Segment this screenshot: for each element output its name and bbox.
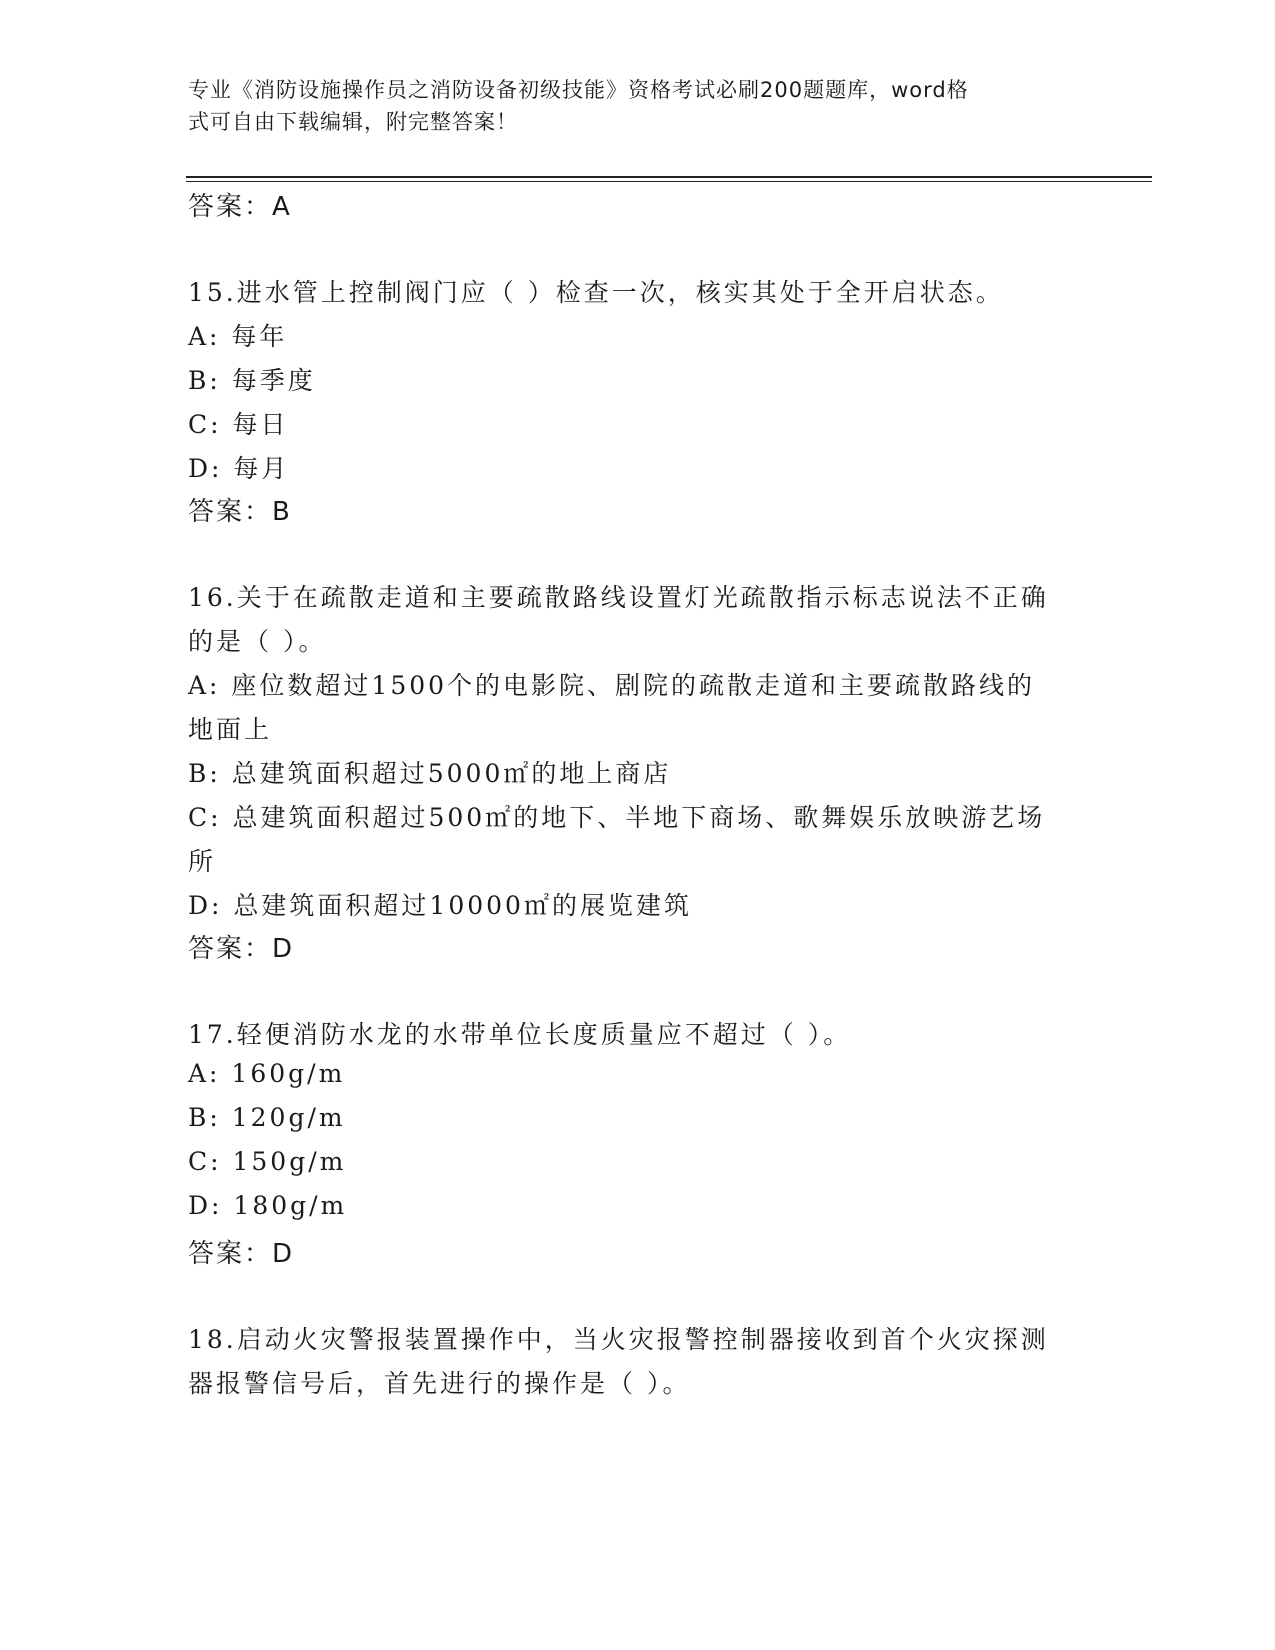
answer: 答案：D <box>188 934 295 964</box>
option-c-cont: 所 <box>188 847 217 876</box>
previous-answer: 答案：A <box>188 192 292 222</box>
option-a-cont: 地面上 <box>188 715 273 744</box>
option-b: B: 总建筑面积超过5000㎡的地上商店 <box>188 759 672 788</box>
option-a: A: 160g/m <box>188 1059 346 1088</box>
header-line-1: 专业《消防设施操作员之消防设备初级技能》资格考试必刷200题题库，word格 <box>188 78 969 102</box>
answer: 答案：D <box>188 1239 295 1269</box>
question-stem: 18.启动火灾警报装置操作中，当火灾报警控制器接收到首个火灾探测 <box>188 1325 1049 1354</box>
option-c: C: 150g/m <box>188 1147 347 1176</box>
option-c: C: 总建筑面积超过500㎡的地下、半地下商场、歌舞娱乐放映游艺场 <box>188 803 1046 832</box>
option-d: D: 总建筑面积超过10000㎡的展览建筑 <box>188 891 692 920</box>
option-a: A: 每年 <box>188 322 288 351</box>
question-stem: 16.关于在疏散走道和主要疏散路线设置灯光疏散指示标志说法不正确 <box>188 583 1049 612</box>
answer: 答案：B <box>188 497 292 527</box>
question-stem-cont: 的是（ ）。 <box>188 627 327 656</box>
option-d: D: 180g/m <box>188 1191 348 1220</box>
header-divider-thin <box>186 181 1152 182</box>
option-a: A: 座位数超过1500个的电影院、剧院的疏散走道和主要疏散路线的 <box>188 671 1036 700</box>
header-divider <box>186 176 1152 178</box>
document-header <box>188 74 1068 138</box>
option-b: B: 120g/m <box>188 1103 346 1132</box>
option-d: D: 每月 <box>188 454 290 483</box>
question-stem: 15.进水管上控制阀门应（ ）检查一次，核实其处于全开启状态。 <box>188 278 1004 307</box>
question-stem: 17.轻便消防水龙的水带单位长度质量应不超过（ ）。 <box>188 1020 852 1049</box>
header-line-2: 式可自由下载编辑，附完整答案！ <box>188 110 518 134</box>
option-b: B: 每季度 <box>188 366 316 395</box>
option-c: C: 每日 <box>188 410 289 439</box>
question-stem-cont: 器报警信号后，首先进行的操作是（ ）。 <box>188 1369 691 1398</box>
